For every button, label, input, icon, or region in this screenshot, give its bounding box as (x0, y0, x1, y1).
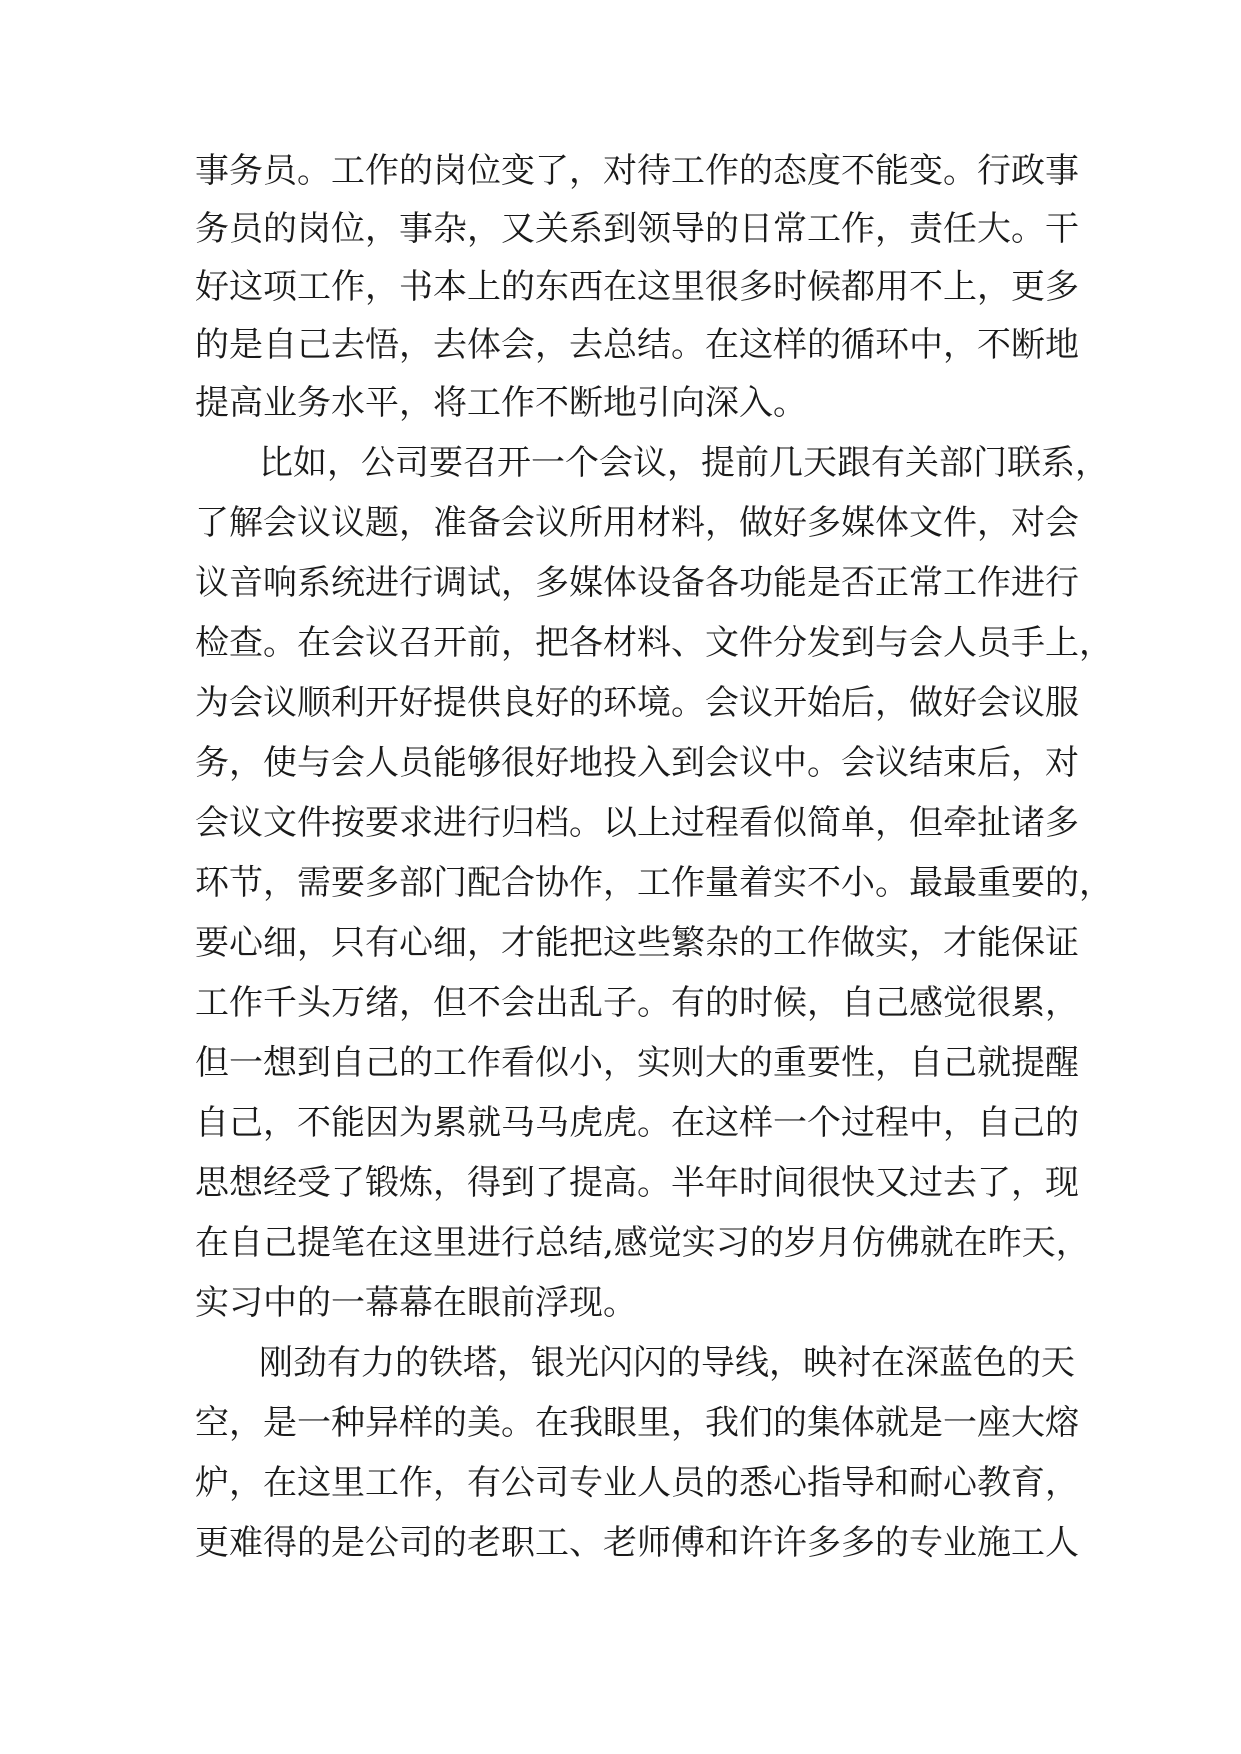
text-line: 为会议顺利开好提供良好的环境。会议开始后，做好会议服 (195, 683, 1079, 723)
text-line: 事务员。工作的岗位变了，对待工作的态度不能变。行政事 (195, 151, 1079, 191)
text-line: 检查。在会议召开前，把各材料、文件分发到与会人员手上， (195, 623, 1113, 663)
text-line: 刚劲有力的铁塔，银光闪闪的导线，映衬在深蓝色的天 (259, 1343, 1075, 1383)
text-line: 务员的岗位，事杂，又关系到领导的日常工作，责任大。干 (195, 209, 1079, 249)
text-line: 实习中的一幕幕在眼前浮现。 (195, 1283, 637, 1323)
text-line: 好这项工作，书本上的东西在这里很多时候都用不上，更多 (195, 267, 1079, 307)
text-line: 工作千头万绪，但不会出乱子。有的时候，自己感觉很累， (195, 983, 1079, 1023)
text-line: 思想经受了锻炼，得到了提高。半年时间很快又过去了，现 (195, 1163, 1079, 1203)
text-line: 更难得的是公司的老职工、老师傅和许许多多的专业施工人 (195, 1523, 1079, 1563)
text-line: 会议文件按要求进行归档。以上过程看似简单，但牵扯诸多 (195, 803, 1079, 843)
text-line: 提高业务水平，将工作不断地引向深入。 (195, 383, 807, 423)
text-line: 的是自己去悟，去体会，去总结。在这样的循环中，不断地 (195, 325, 1079, 365)
text-line: 自己，不能因为累就马马虎虎。在这样一个过程中，自己的 (195, 1103, 1079, 1143)
text-line: 在自己提笔在这里进行总结,感觉实习的岁月仿佛就在昨天， (195, 1223, 1090, 1263)
text-line: 议音响系统进行调试，多媒体设备各功能是否正常工作进行 (195, 563, 1079, 603)
text-line: 空，是一种异样的美。在我眼里，我们的集体就是一座大熔 (195, 1403, 1079, 1443)
text-line: 环节，需要多部门配合协作，工作量着实不小。最最重要的， (195, 863, 1113, 903)
text-line: 要心细，只有心细，才能把这些繁杂的工作做实，才能保证 (195, 923, 1079, 963)
text-line: 炉，在这里工作，有公司专业人员的悉心指导和耐心教育， (195, 1463, 1079, 1503)
text-line: 但一想到自己的工作看似小，实则大的重要性，自己就提醒 (195, 1043, 1079, 1083)
text-line: 比如，公司要召开一个会议，提前几天跟有关部门联系， (259, 443, 1109, 483)
text-line: 了解会议议题，准备会议所用材料，做好多媒体文件，对会 (195, 503, 1079, 543)
text-line: 务，使与会人员能够很好地投入到会议中。会议结束后，对 (195, 743, 1079, 783)
